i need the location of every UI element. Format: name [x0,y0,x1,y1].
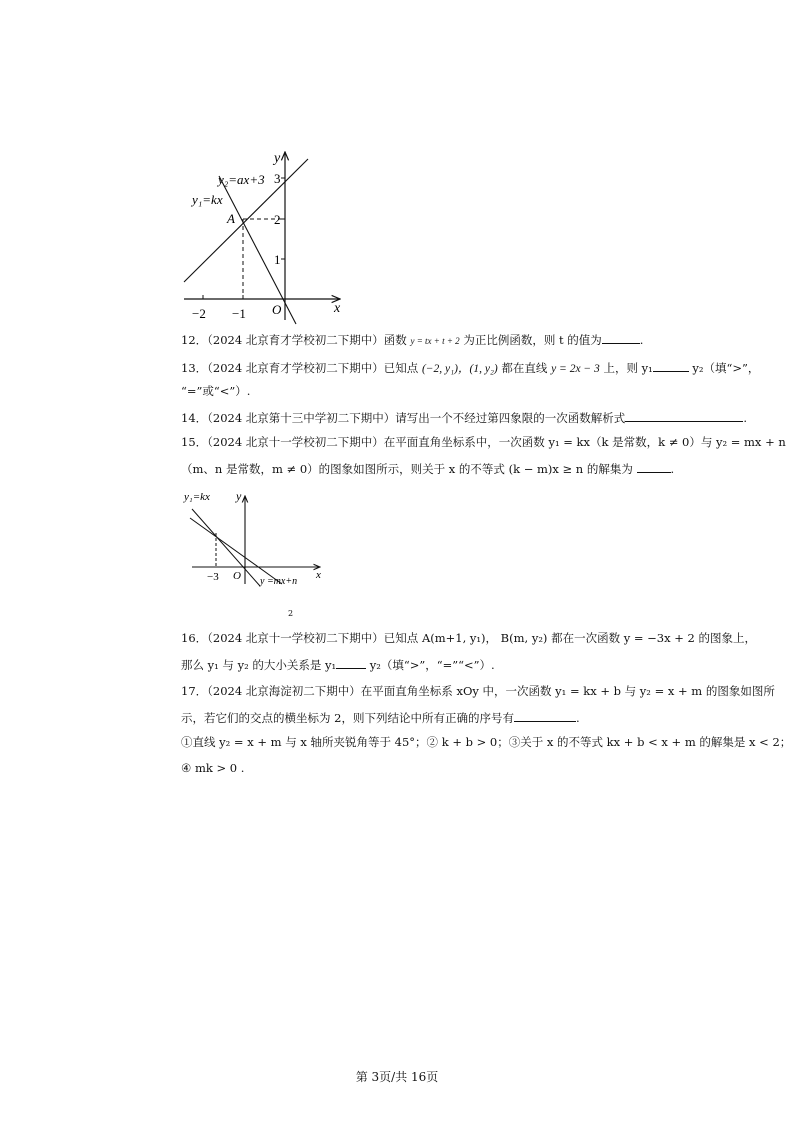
origin-label: O [272,302,282,317]
tick-x-label: −2 [192,306,206,321]
question-12: 12．（2024 北京育才学校初二下期中）函数 y = tx + t + 2 为正比例函数，则 t 的值为 . [181,333,644,347]
stray-mark: 2 [288,609,294,618]
tick-x-label: −1 [232,306,246,321]
point-a-label: A [227,211,235,226]
question-16-cont: 那么 y₁ 与 y₂ 的大小关系是 y₁ y₂（填“>”，“=”“<”）. [181,658,495,672]
axis-x-label: x [334,301,341,316]
figure-1-graph [178,148,348,330]
question-17-options: ①直线 y₂ = x + m 与 x 轴所夹锐角等于 45°；② k + b > 0；③关于 x 的不等式 kx + b < x + m 的解集是 x < 2； [181,735,792,749]
question-14: 14．（2024 北京第十三中学初二下期中）请写出一个不经过第四象限的一次函数解析式 . [181,411,747,425]
question-16: 16．（2024 北京十一学校初二下期中）已知点 A(m+1, y₁)， B(m, y₂) 都在一次函数 y = −3x + 2 的图象上， [181,631,757,645]
tick-y-label: 2 [274,212,281,227]
question-15-cont: （m、n 是常数，m ≠ 0）的图象如图所示，则关于 x 的不等式 (k − m)x ≥ n 的解集为 . [181,462,675,476]
line-label-y1: y₁=kx [184,491,210,503]
tick-x-label: −3 [207,571,219,583]
line-label-y2: y₂=ax+3 [218,172,265,187]
figure-2-graph [180,488,330,590]
page-footer: 第 3页/共 16页 [355,1070,439,1084]
question-15: 15．（2024 北京十一学校初二下期中）在平面直角坐标系中，一次函数 y₁ = kx（k 是常数，k ≠ 0）与 y₂ = mx + n [181,435,786,449]
question-13: 13．（2024 北京育才学校初二下期中）已知点 (−2, y₁)，(1, y₂) 都在直线 y = 2x − 3 上，则 y₁ y₂（填“>”， [181,361,760,375]
answer-blank[interactable] [514,710,576,722]
answer-blank[interactable] [653,360,689,372]
line-label-y1: y₁=kx [192,192,223,207]
axis-x-label: x [316,569,321,581]
axis-y-label: y [236,489,242,503]
question-17: 17．（2024 北京海淀初二下期中）在平面直角坐标系 xOy 中，一次函数 y₁ = kx + b 与 y₂ = x + m 的图象如图所 [181,684,775,698]
question-13-cont: “=”或“<”）. [181,384,251,398]
answer-blank[interactable] [637,461,671,473]
origin-label: O [233,570,241,582]
line-label-y2: y =mx+n [260,576,298,587]
answer-blank[interactable] [602,332,640,344]
tick-y-label: 1 [274,252,281,267]
line-y1-kx [192,509,260,586]
question-17-option-4: ④ mk > 0 . [181,761,245,775]
axis-y-label: y [274,151,281,166]
answer-blank[interactable] [336,657,366,669]
question-17-cont: 示，若它们的交点的横坐标为 2，则下列结论中所有正确的序号有 . [181,711,580,725]
tick-y-label: 3 [274,171,281,186]
answer-blank[interactable] [625,410,743,422]
